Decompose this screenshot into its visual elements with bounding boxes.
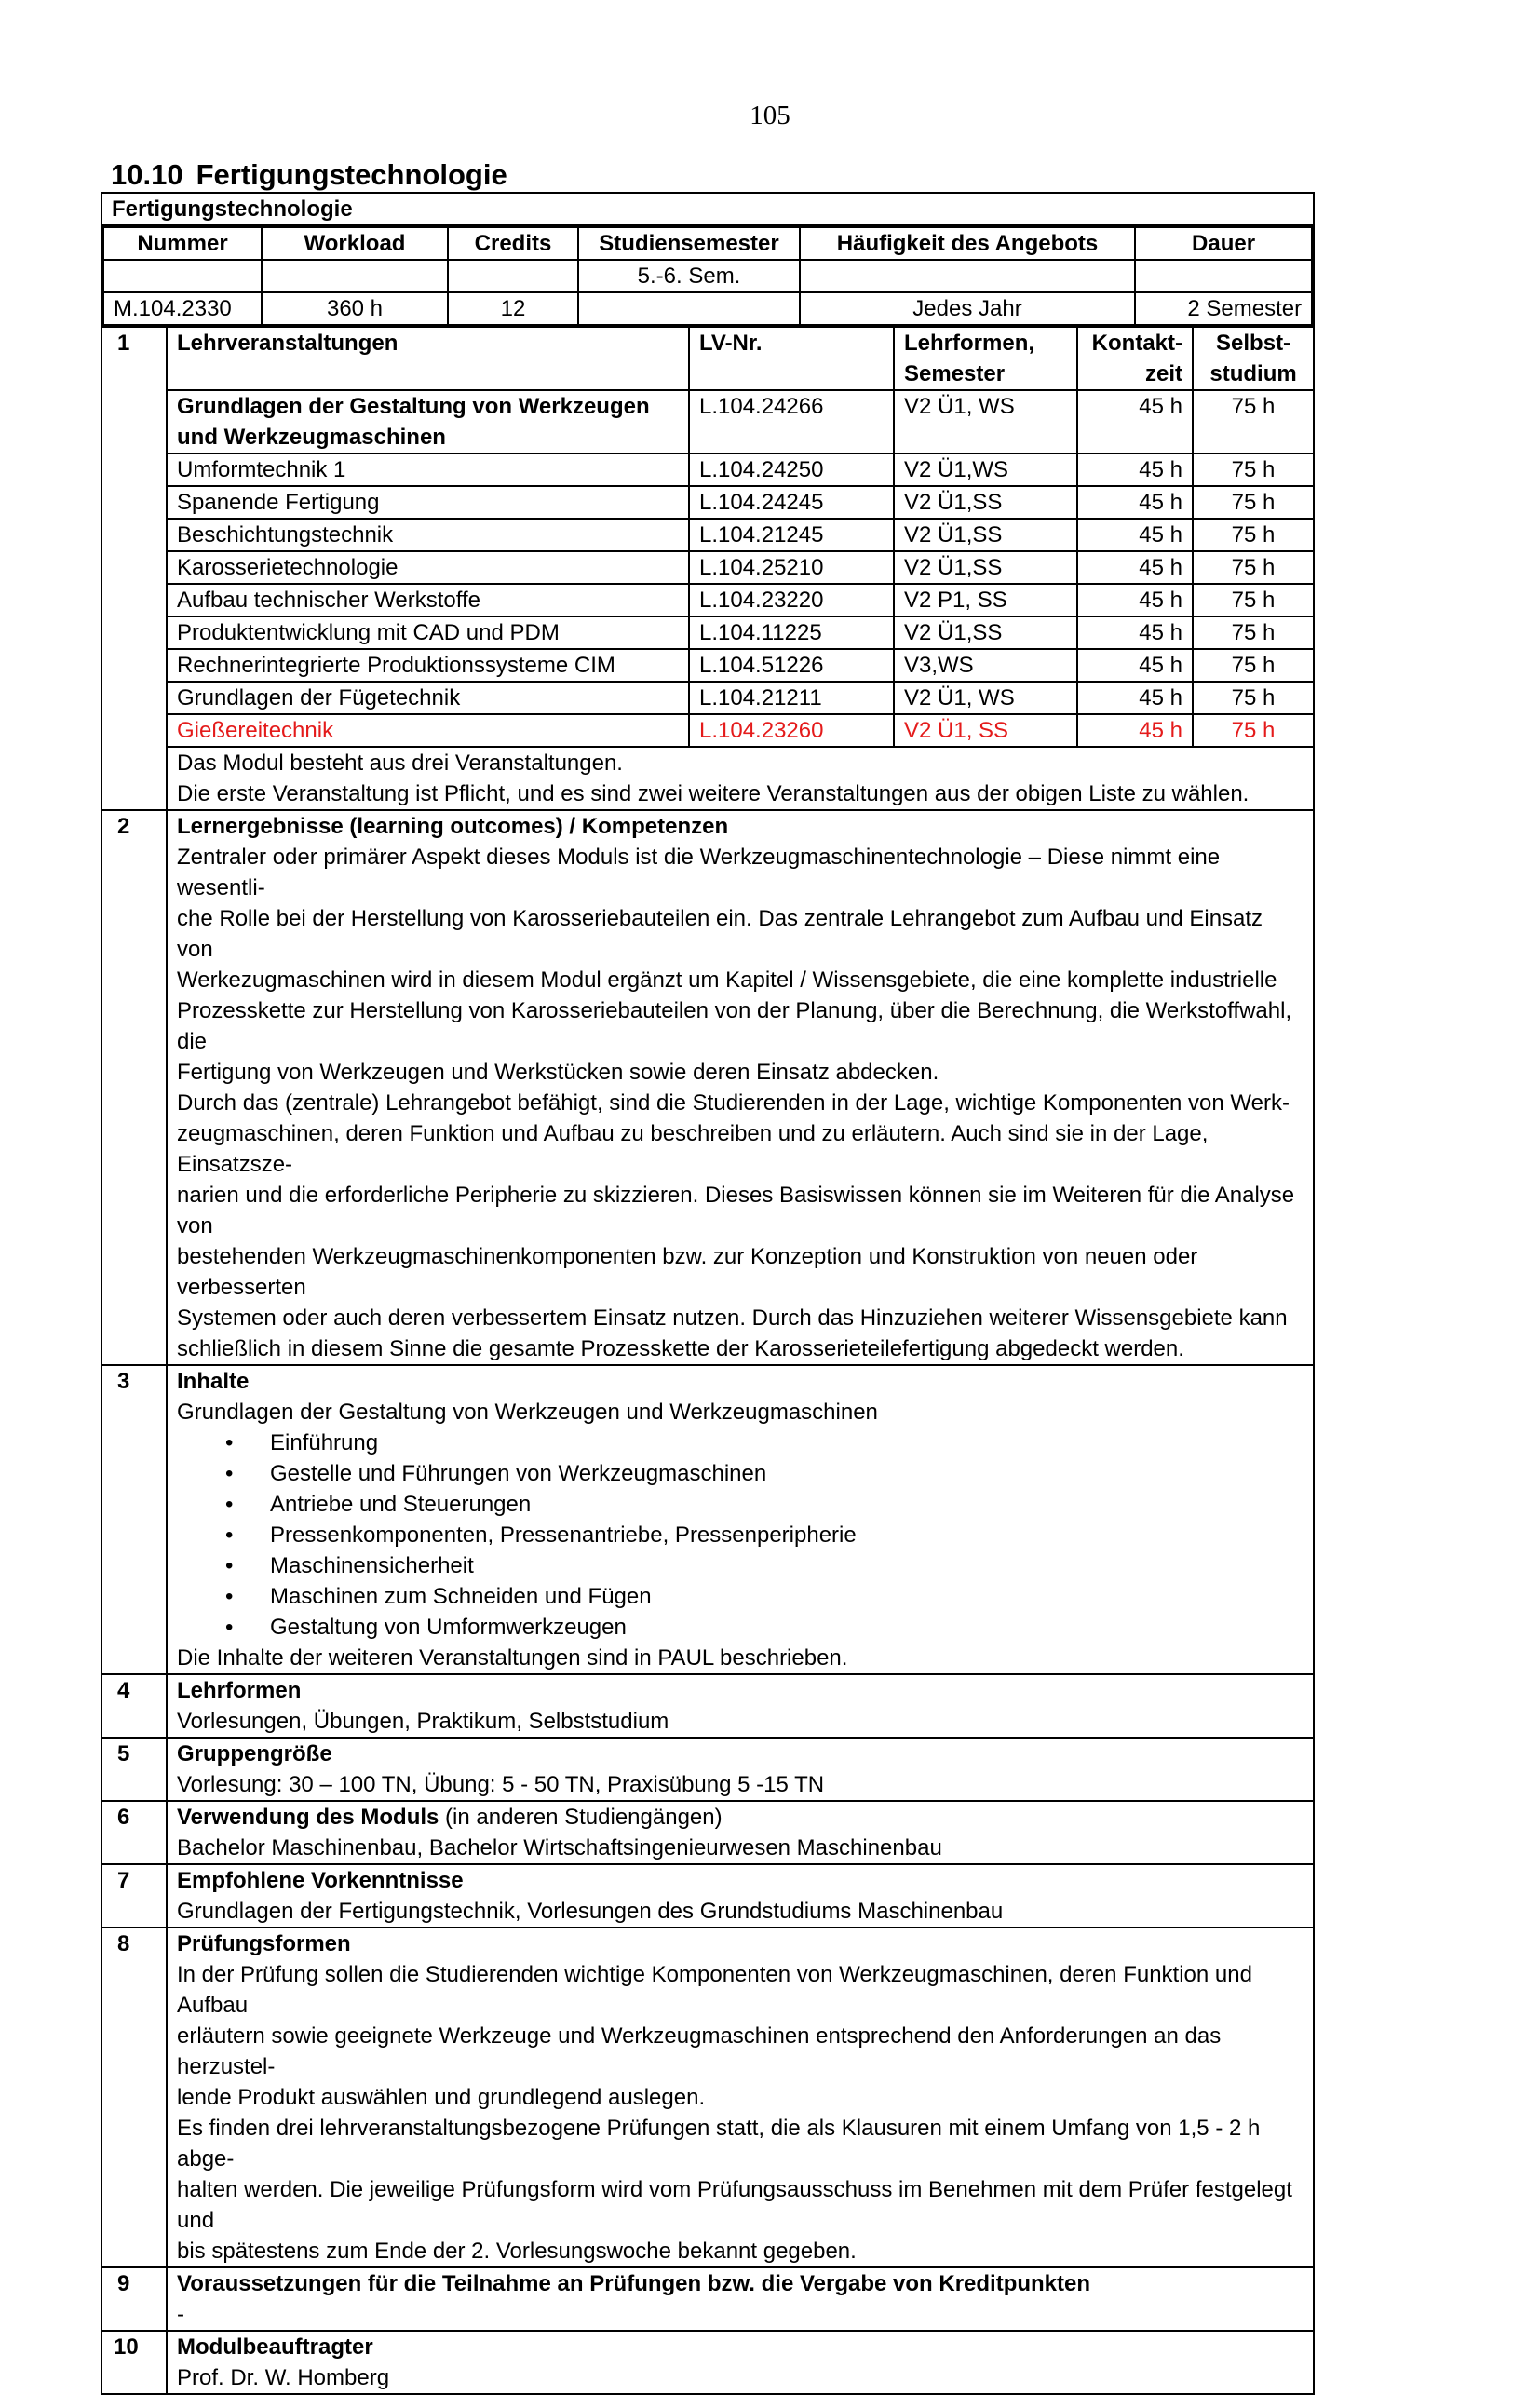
value-nummer: M.104.2330 (103, 292, 262, 325)
value-haeufigkeit: Jedes Jahr (800, 292, 1135, 325)
lv-nr: L.104.24250 (689, 453, 894, 486)
lv-row (101, 453, 1314, 486)
value-dauer: 2 Semester (1135, 292, 1312, 325)
lv-form: V2 Ü1, WS (894, 390, 1077, 453)
lv-kontakt: 45 h (1077, 390, 1193, 453)
lv-selbst: 75 h (1193, 616, 1314, 649)
section-7-row (101, 1864, 1314, 1928)
lv-row (101, 390, 1314, 453)
section-number-6: 6 (101, 1801, 167, 1864)
section-3-title: Inhalte (177, 1369, 250, 1394)
section-4-title: Lehrformen (177, 1678, 302, 1703)
section-number-8: 8 (101, 1928, 167, 2267)
lv-nr: L.104.23260 (689, 714, 894, 747)
section-6-row (101, 1801, 1314, 1864)
lv-form: V2 Ü1, SS (894, 714, 1077, 747)
lv-selbst: 75 h (1193, 682, 1314, 714)
section-number-9: 9 (101, 2267, 167, 2331)
lv-name: Grundlagen der Fügetechnik (167, 682, 689, 714)
lv-kontakt: 45 h (1077, 649, 1193, 682)
section-7-title: Empfohlene Vorkenntnisse (177, 1868, 464, 1893)
section-9-text: - (177, 2302, 184, 2327)
module-info-mid (103, 260, 1312, 292)
module-info-values (103, 292, 1312, 325)
section-4-text: Vorlesungen, Übungen, Praktikum, Selbststudium (177, 1709, 669, 1734)
lv-form: V2 Ü1,SS (894, 616, 1077, 649)
section-8-para-2: Es finden drei lehrveranstaltungsbezogene Prüfungen statt, die als Klausuren mit einem Umfang von 1,5 - 2 h abge- halten werden. Die jeweilige Prüfungsform wird vom Prüfungsausschuss im Benehmen mit dem Prüfer festgelegt und bis spätestens zum Ende der 2. Vorlesungswoche bekannt gegeben. (177, 2116, 1292, 2264)
module-info-headers (103, 227, 1312, 260)
section-5-content (167, 1738, 1314, 1801)
section-2-para-1: Zentraler oder primärer Aspekt dieses Moduls ist die Werkzeugmaschinentechnologie – Diese nimmt eine wesentli- che Rolle bei der Herstellung von Karosseriebauteilen ein. Das zentrale Lehrangebot zum Aufbau und Einsatz von Werkezugmaschinen wird in diesem Modul ergänzt um Kapitel / Wissensgebiete, die eine komplette industrielle Prozesskette zur Herstellung von Karosseriebauteilen von der Planung, über die Berechnung, die Werkstoffwahl, die Fertigung von Werkzeugen und Werkstücken sowie deren Einsatz abdecken. (177, 845, 1292, 1085)
lv-kontakt: 45 h (1077, 453, 1193, 486)
list-item: • Gestelle und Führungen von Werkzeugmaschinen (177, 1458, 1304, 1489)
lv-form: V3,WS (894, 649, 1077, 682)
lv-header-row (101, 327, 1314, 390)
header-nummer: Nummer (103, 227, 262, 260)
section-4-row (101, 1674, 1314, 1738)
lv-form: V2 Ü1,SS (894, 486, 1077, 519)
section-7-text: Grundlagen der Fertigungstechnik, Vorlesungen des Grundstudiums Maschinenbau (177, 1899, 1004, 1924)
section-3-intro: Grundlagen der Gestaltung von Werkzeugen und Werkzeugmaschinen (177, 1400, 878, 1425)
header-dauer: Dauer (1135, 227, 1312, 260)
section-3-content (167, 1365, 1314, 1674)
lv-form: V2 Ü1,WS (894, 453, 1077, 486)
lv-kontakt: 45 h (1077, 519, 1193, 551)
section-2-row (101, 810, 1314, 1365)
header-credits: Credits (448, 227, 578, 260)
lv-header-lehrformen: Lehrformen, Semester (894, 327, 1077, 390)
list-item: • Maschinen zum Schneiden und Fügen (177, 1581, 1304, 1612)
module-info-row (101, 225, 1314, 327)
lv-name: Beschichtungstechnik (167, 519, 689, 551)
lv-name: Rechnerintegrierte Produktionssysteme CIM (167, 649, 689, 682)
section-6-title: Verwendung des Moduls (in anderen Studiengängen) (177, 1805, 723, 1830)
lv-form: V2 P1, SS (894, 584, 1077, 616)
header-workload: Workload (262, 227, 448, 260)
section-number-5: 5 (101, 1738, 167, 1801)
section-3-outro: Die Inhalte der weiteren Veranstaltungen sind in PAUL beschrieben. (177, 1645, 848, 1671)
lv-row (101, 682, 1314, 714)
section-10-title: Modulbeauftragter (177, 2334, 373, 2360)
lv-header-nr: LV-Nr. (689, 327, 894, 390)
section-title: Fertigungstechnologie (196, 158, 507, 191)
section-9-row (101, 2267, 1314, 2331)
list-item: • Pressenkomponenten, Pressenantriebe, Pressenperipherie (177, 1520, 1304, 1550)
lv-selbst: 75 h (1193, 714, 1314, 747)
lv-kontakt: 45 h (1077, 682, 1193, 714)
lv-note: Das Modul besteht aus drei Veranstaltungen. Die erste Veranstaltung ist Pflicht, und es sind zwei weitere Veranstaltungen aus der obigen Liste zu wählen. (167, 747, 1314, 810)
module-info-table (102, 226, 1313, 326)
lv-kontakt: 45 h (1077, 551, 1193, 584)
lv-kontakt: 45 h (1077, 616, 1193, 649)
lv-name: Karosserietechnologie (167, 551, 689, 584)
lv-kontakt: 45 h (1077, 584, 1193, 616)
section-6-content (167, 1801, 1314, 1864)
section-10-row (101, 2331, 1314, 2394)
lv-form: V2 Ü1, WS (894, 682, 1077, 714)
module-title-row (101, 193, 1314, 225)
lv-nr: L.104.23220 (689, 584, 894, 616)
lv-row (101, 551, 1314, 584)
section-heading (111, 158, 520, 192)
lv-kontakt: 45 h (1077, 486, 1193, 519)
section-9-title: Voraussetzungen für die Teilnahme an Prüfungen bzw. die Vergabe von Kreditpunkten (177, 2271, 1091, 2296)
section-number-7: 7 (101, 1864, 167, 1928)
section-10-content (167, 2331, 1314, 2394)
section-8-row (101, 1928, 1314, 2267)
list-item: • Maschinensicherheit (177, 1550, 1304, 1581)
lv-name: Gießereitechnik (167, 714, 689, 747)
lv-row (101, 584, 1314, 616)
lv-selbst: 75 h (1193, 390, 1314, 453)
lv-nr: L.104.24245 (689, 486, 894, 519)
lv-row (101, 519, 1314, 551)
lv-row (101, 486, 1314, 519)
section-2-title: Lernergebnisse (learning outcomes) / Kompetenzen (177, 814, 729, 839)
lv-name: Produktentwicklung mit CAD und PDM (167, 616, 689, 649)
section-3-list (177, 1428, 1304, 1643)
page-number: 105 (750, 101, 790, 130)
section-3-row (101, 1365, 1314, 1674)
lv-note-row (101, 747, 1314, 810)
lv-selbst: 75 h (1193, 551, 1314, 584)
lv-selbst: 75 h (1193, 453, 1314, 486)
lv-nr: L.104.25210 (689, 551, 894, 584)
section-number-2: 2 (101, 810, 167, 1365)
header-haeufigkeit: Häufigkeit des Angebots (800, 227, 1135, 260)
lv-header-selbst: Selbst- studium (1193, 327, 1314, 390)
lv-name: Grundlagen der Gestaltung von Werkzeugen und Werkzeugmaschinen (167, 390, 689, 453)
lv-nr: L.104.24266 (689, 390, 894, 453)
lv-nr: L.104.21245 (689, 519, 894, 551)
section-7-content (167, 1864, 1314, 1928)
lv-row-highlighted (101, 714, 1314, 747)
lv-name: Umformtechnik 1 (167, 453, 689, 486)
section-5-text: Vorlesung: 30 – 100 TN, Übung: 5 - 50 TN, Praxisübung 5 -15 TN (177, 1772, 825, 1797)
list-item: • Gestaltung von Umformwerkzeugen (177, 1612, 1304, 1643)
section-number: 10.10 (111, 158, 183, 191)
section-number-3: 3 (101, 1365, 167, 1674)
section-2-content (167, 810, 1314, 1365)
list-item: • Antriebe und Steuerungen (177, 1489, 1304, 1520)
section-number-1: 1 (101, 327, 167, 390)
lv-selbst: 75 h (1193, 519, 1314, 551)
value-studiensemester: 5.-6. Sem. (578, 260, 800, 292)
list-item: • Einführung (177, 1428, 1304, 1458)
value-credits: 12 (448, 292, 578, 325)
lv-selbst: 75 h (1193, 584, 1314, 616)
header-studiensemester: Studiensemester (578, 227, 800, 260)
value-workload: 360 h (262, 292, 448, 325)
lv-kontakt: 45 h (1077, 714, 1193, 747)
section-number-10: 10 (101, 2331, 167, 2394)
lv-nr: L.104.11225 (689, 616, 894, 649)
lv-nr: L.104.51226 (689, 649, 894, 682)
lv-name: Aufbau technischer Werkstoffe (167, 584, 689, 616)
lv-form: V2 Ü1,SS (894, 551, 1077, 584)
module-title: Fertigungstechnologie (101, 193, 1314, 225)
section-10-text: Prof. Dr. W. Homberg (177, 2365, 390, 2390)
section-4-content (167, 1674, 1314, 1738)
lv-row (101, 616, 1314, 649)
lv-header-kontakt: Kontakt- zeit (1077, 327, 1193, 390)
section-5-title: Gruppengröße (177, 1741, 332, 1766)
section-6-text: Bachelor Maschinenbau, Bachelor Wirtschaftsingenieurwesen Maschinenbau (177, 1835, 942, 1861)
module-table (101, 192, 1315, 2395)
section-8-content (167, 1928, 1314, 2267)
section-9-content (167, 2267, 1314, 2331)
section-2-para-2: Durch das (zentrale) Lehrangebot befähigt, sind die Studierenden in der Lage, wichtige Komponenten von Werk- zeugmaschinen, deren Funktion und Aufbau zu beschreiben und zu erläutern. Auch sind sie in der Lage, Einsatzsze- narien und die erforderliche Peripherie zu skizzieren. Dieses Basiswissen können sie im Weiteren für die Analyse von bestehenden Werkzeugmaschinenkomponenten bzw. zur Konzeption und Konstruktion von neuen oder verbesserten Systemen oder auch deren verbessertem Einsatz nutzen. Durch das Hinzuziehen weiterer Wissensgebiete kann schließlich in diesem Sinne die gesamte Prozesskette der Karosserieteilefertigung abgedeckt werden. (177, 1090, 1295, 1361)
section-8-title: Prüfungsformen (177, 1931, 351, 1956)
lv-row (101, 649, 1314, 682)
lv-selbst: 75 h (1193, 649, 1314, 682)
lv-name: Spanende Fertigung (167, 486, 689, 519)
lv-header-name: Lehrveranstaltungen (167, 327, 689, 390)
section-5-row (101, 1738, 1314, 1801)
section-8-para-1: In der Prüfung sollen die Studierenden wichtige Komponenten von Werkzeugmaschinen, deren Funktion und Aufbau erläutern sowie geeignete Werkzeuge und Werkzeugmaschinen entsprechend den Anforderungen an das herzustel- lende Produkt auswählen und grundlegend auslegen. (177, 1962, 1252, 2110)
lv-form: V2 Ü1,SS (894, 519, 1077, 551)
lv-nr: L.104.21211 (689, 682, 894, 714)
section-number-4: 4 (101, 1674, 167, 1738)
lv-selbst: 75 h (1193, 486, 1314, 519)
